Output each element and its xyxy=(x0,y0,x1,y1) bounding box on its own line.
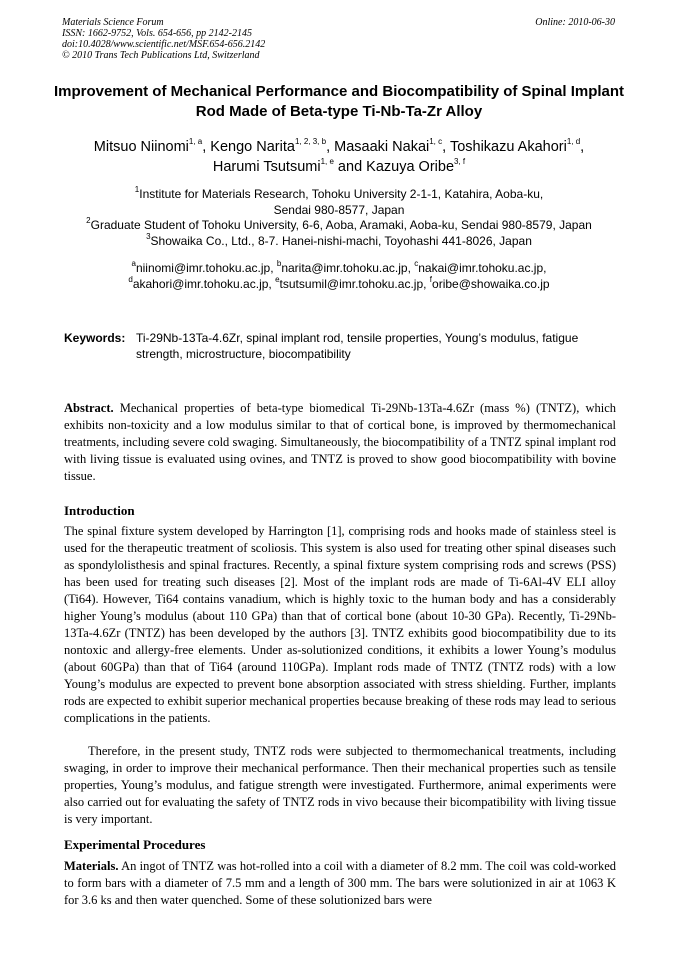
email-line-2 xyxy=(30,274,648,293)
materials-label: Materials. xyxy=(64,859,119,873)
introduction-paragraph-1: The spinal fixture system developed by Harrington [1], comprising rods and hooks made of stainless steel is used for the therapeutic treatment of scoliosis. This system is also used for treating other spinal diseases such as spondylolisthesis and spinal fractures. Recently, a spinal fixture system comprising rods and screws (PSS) has been used for treating such diseases [2]. Most of the implant rods are made of Ti-6Al-4V ELI alloy (Ti64). However, Ti64 contains vanadium, which is highly toxic to the human body and has a considerably higher Young’s modulus (about 110 GPa) than that of cortical bone (about 10-30 GPa). Recently, Ti-29Nb-13Ta-4.6Zr (TNTZ) has been developed by the authors [3]. TNTZ exhibits good biocompatibility due to its nontoxic and allergy-free elements. Under as-solutionized conditions, it exhibits a lower Young’s modulus (about 60GPa) than that of Ti64 (around 110GPa). Implant rods made of TNTZ (TNTZ rods) with a low Young’s modulus are expected to prevent bone absorption associated with stress shielding. Further, implants rods are expected to exhibit superior mechanical properties because breaking of these rods may lead to serious complications in the patients. xyxy=(64,524,616,725)
author-sup: 1, a xyxy=(188,137,203,147)
issn-line: ISSN: 1662-9752, Vols. 654-656, pp 2142-2145 xyxy=(62,28,252,39)
author-sep: , xyxy=(202,139,211,155)
email-sep: , xyxy=(270,261,277,275)
email-sep: , xyxy=(543,261,547,275)
affiliation-1 xyxy=(30,187,648,203)
keywords-label: Keywords: xyxy=(64,331,126,345)
keywords-text: Ti-29Nb-13Ta-4.6Zr, spinal implant rod, tensile properties, Young’s modulus, fatigue strength, microstructure, biocompatibility xyxy=(136,331,579,361)
author-name: Kengo Narita xyxy=(210,139,295,155)
email-address[interactable]: nakai@imr.tohoku.ac.jp xyxy=(418,261,544,275)
journal-name: Materials Science Forum xyxy=(62,17,164,28)
copyright-line: © 2010 Trans Tech Publications Ltd, Switzerland xyxy=(62,50,260,61)
abstract xyxy=(64,400,616,485)
experimental-heading: Experimental Procedures xyxy=(64,837,206,852)
email-sep: , xyxy=(423,276,430,291)
author-sup: 1, d xyxy=(566,137,581,147)
email-sup: c xyxy=(414,259,419,268)
introduction-heading: Introduction xyxy=(64,503,135,518)
email-sup: d xyxy=(128,274,133,284)
email-address[interactable]: niinomi@imr.tohoku.ac.jp xyxy=(135,261,271,275)
affiliations xyxy=(30,187,648,249)
email-sep: , xyxy=(268,276,276,291)
paper-title: Improvement of Mechanical Performance and Biocompatibility of Spinal Implant Rod Made of Beta-type Ti-Nb-Ta-Zr Alloy xyxy=(53,83,625,120)
affiliation-2 xyxy=(30,218,648,234)
email-address[interactable]: tsutsumil@imr.tohoku.ac.jp xyxy=(279,276,424,291)
affiliation-text: Graduate Student of Tohoku University, 6-6, Aoba, Aramaki, Aoba-ku, Sendai 980-8579, Japan xyxy=(90,218,592,232)
email-address[interactable]: oribe@showaika.co.jp xyxy=(432,276,550,291)
email-list xyxy=(30,261,648,292)
author-name: Harumi Tsutsumi xyxy=(212,159,321,175)
email-sep: , xyxy=(407,261,415,275)
email-address[interactable]: akahori@imr.tohoku.ac.jp xyxy=(132,276,269,291)
materials-paragraph xyxy=(64,858,616,909)
affiliation-1-cont: Sendai 980-8577, Japan xyxy=(273,202,405,217)
author-sep: and xyxy=(333,159,367,175)
author-name: Kazuya Oribe xyxy=(366,159,455,175)
affiliation-sup: 2 xyxy=(86,216,91,225)
email-sup: b xyxy=(276,259,282,268)
author-sup: 1, 2, 3, b xyxy=(294,137,327,147)
author-sep: , xyxy=(326,139,335,155)
author-line-1 xyxy=(30,137,648,157)
author-sep: , xyxy=(580,139,585,155)
materials-text: An ingot of TNTZ was hot-rolled into a coil with a diameter of 8.2 mm. The coil was cold-worked to form bars with a diameter of 7.5 mm and a length of 300 mm. The bars were solutionized in air at 1063 K for 3.6 ks and then water quenched. Some of these solutionized bars were xyxy=(64,859,617,907)
affiliation-sup: 3 xyxy=(146,231,151,241)
author-sup: 3, f xyxy=(454,157,466,167)
online-date: Online: 2010-06-30 xyxy=(535,17,615,28)
affiliation-3 xyxy=(30,231,648,250)
affiliation-text: Institute for Materials Research, Tohoku University 2-1-1, Katahira, Aoba-ku, xyxy=(139,187,544,201)
author-name: Toshikazu Akahori xyxy=(449,139,567,155)
abstract-text: Mechanical properties of beta-type biomedical Ti-29Nb-13Ta-4.6Zr (mass %) (TNTZ), which exhibits non-toxicity and a low modulus similar to that of cortical bone, is improved by thermomechanical treatments, including severe cold swaging. Simultaneously, the biocompatibility of a TNTZ spinal implant rod with living tissue is evaluated using ovines, and TNTZ is proved to show good biocompatibility with bovine tissue. xyxy=(64,401,616,483)
author-list xyxy=(30,137,648,177)
author-name: Masaaki Nakai xyxy=(334,139,430,155)
email-address[interactable]: narita@imr.tohoku.ac.jp xyxy=(281,261,408,275)
author-sep: , xyxy=(442,139,450,155)
email-sup: a xyxy=(131,259,136,268)
email-sup: f xyxy=(429,274,433,284)
affiliation-text: Showaika Co., Ltd., 8-7. Hanei-nishi-machi, Toyohashi 441-8026, Japan xyxy=(150,233,532,248)
author-line-2 xyxy=(30,157,648,177)
doi-line: doi:10.4028/www.scientific.net/MSF.654-656.2142 xyxy=(62,39,266,50)
email-line-1 xyxy=(30,261,648,277)
journal-header xyxy=(62,17,265,61)
author-sup: 1, e xyxy=(320,157,334,167)
abstract-label: Abstract. xyxy=(64,401,114,415)
author-sup: 1, c xyxy=(429,137,443,147)
keywords-block xyxy=(64,331,616,362)
affiliation-sup: 1 xyxy=(134,185,140,194)
email-sup: e xyxy=(275,274,280,284)
introduction-paragraph-2: Therefore, in the present study, TNTZ rods were subjected to thermomechanical treatments, including swaging, in order to improve their mechanical performance. Then their mechanical properties such as tensile properties, Young’s modulus, and fatigue strength were investigated. Furthermore, animal experiments were also carried out for evaluating the safety of TNTZ rods in vivo because their bicompatibility with living tissue is very important. xyxy=(64,744,616,826)
author-name: Mitsuo Niinomi xyxy=(93,139,189,155)
